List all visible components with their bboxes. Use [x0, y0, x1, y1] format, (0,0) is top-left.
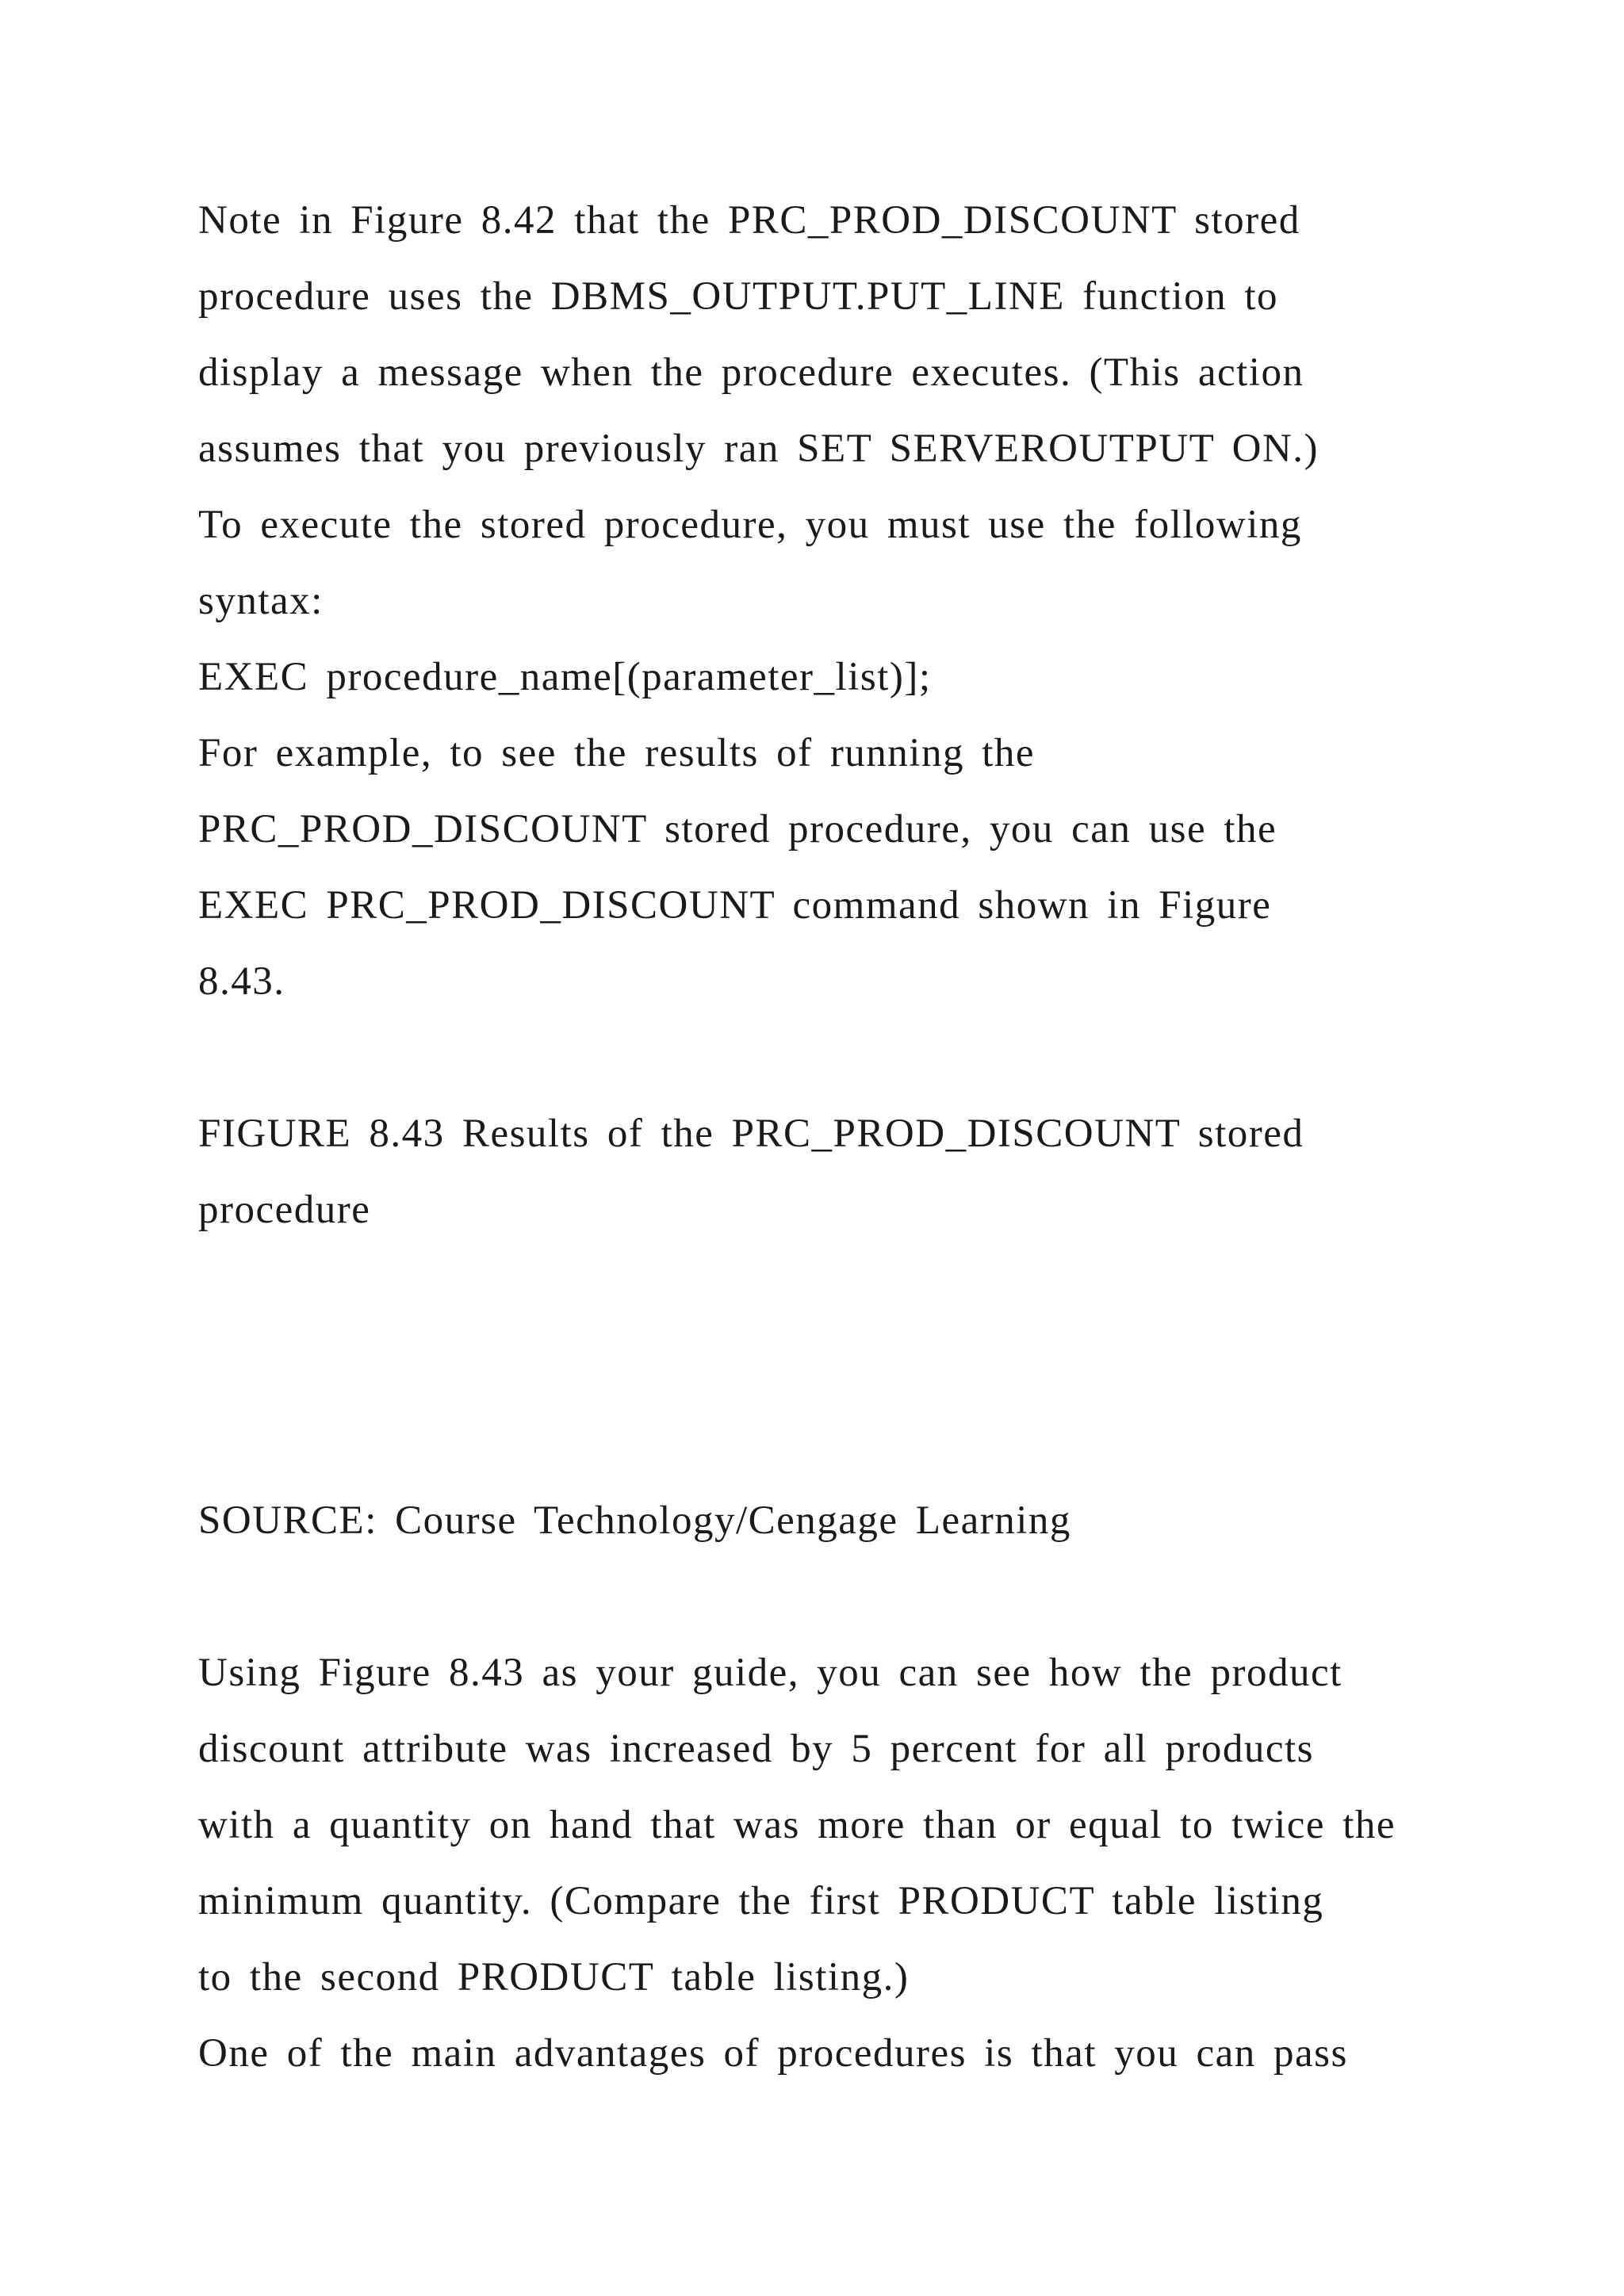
- paragraph-line: display a message when the procedure executes. (This action: [198, 350, 1304, 395]
- paragraph-line: syntax:: [198, 579, 324, 623]
- paragraph-line: to the second PRODUCT table listing.): [198, 1955, 910, 1999]
- paragraph-line: To execute the stored procedure, you must use the following: [198, 503, 1302, 547]
- paragraph-line: One of the main advantages of procedures is that you can pass: [198, 2031, 1348, 2076]
- figure-caption: procedure: [198, 1188, 371, 1232]
- paragraph-line: EXEC PRC_PROD_DISCOUNT command shown in Figure: [198, 883, 1272, 928]
- paragraph-line: discount attribute was increased by 5 percent for all products: [198, 1727, 1315, 1771]
- syntax-line: EXEC procedure_name[(parameter_list)];: [198, 655, 932, 699]
- paragraph-line: PRC_PROD_DISCOUNT stored procedure, you can use the: [198, 807, 1277, 851]
- paragraph-line: Using Figure 8.43 as your guide, you can see how the product: [198, 1651, 1342, 1695]
- paragraph-line: For example, to see the results of running the: [198, 731, 1036, 775]
- paragraph-line: procedure uses the DBMS_OUTPUT.PUT_LINE function to: [198, 274, 1279, 319]
- paragraph-line: minimum quantity. (Compare the first PRODUCT table listing: [198, 1879, 1324, 1923]
- paragraph-line: 8.43.: [198, 959, 285, 1004]
- source-credit: SOURCE: Course Technology/Cengage Learning: [198, 1498, 1071, 1543]
- figure-caption: FIGURE 8.43 Results of the PRC_PROD_DISCOUNT stored: [198, 1112, 1304, 1156]
- paragraph-line: assumes that you previously ran SET SERVEROUTPUT ON.): [198, 427, 1319, 471]
- paragraph-line: with a quantity on hand that was more than or equal to twice the: [198, 1803, 1396, 1847]
- paragraph-line: Note in Figure 8.42 that the PRC_PROD_DISCOUNT stored: [198, 198, 1300, 243]
